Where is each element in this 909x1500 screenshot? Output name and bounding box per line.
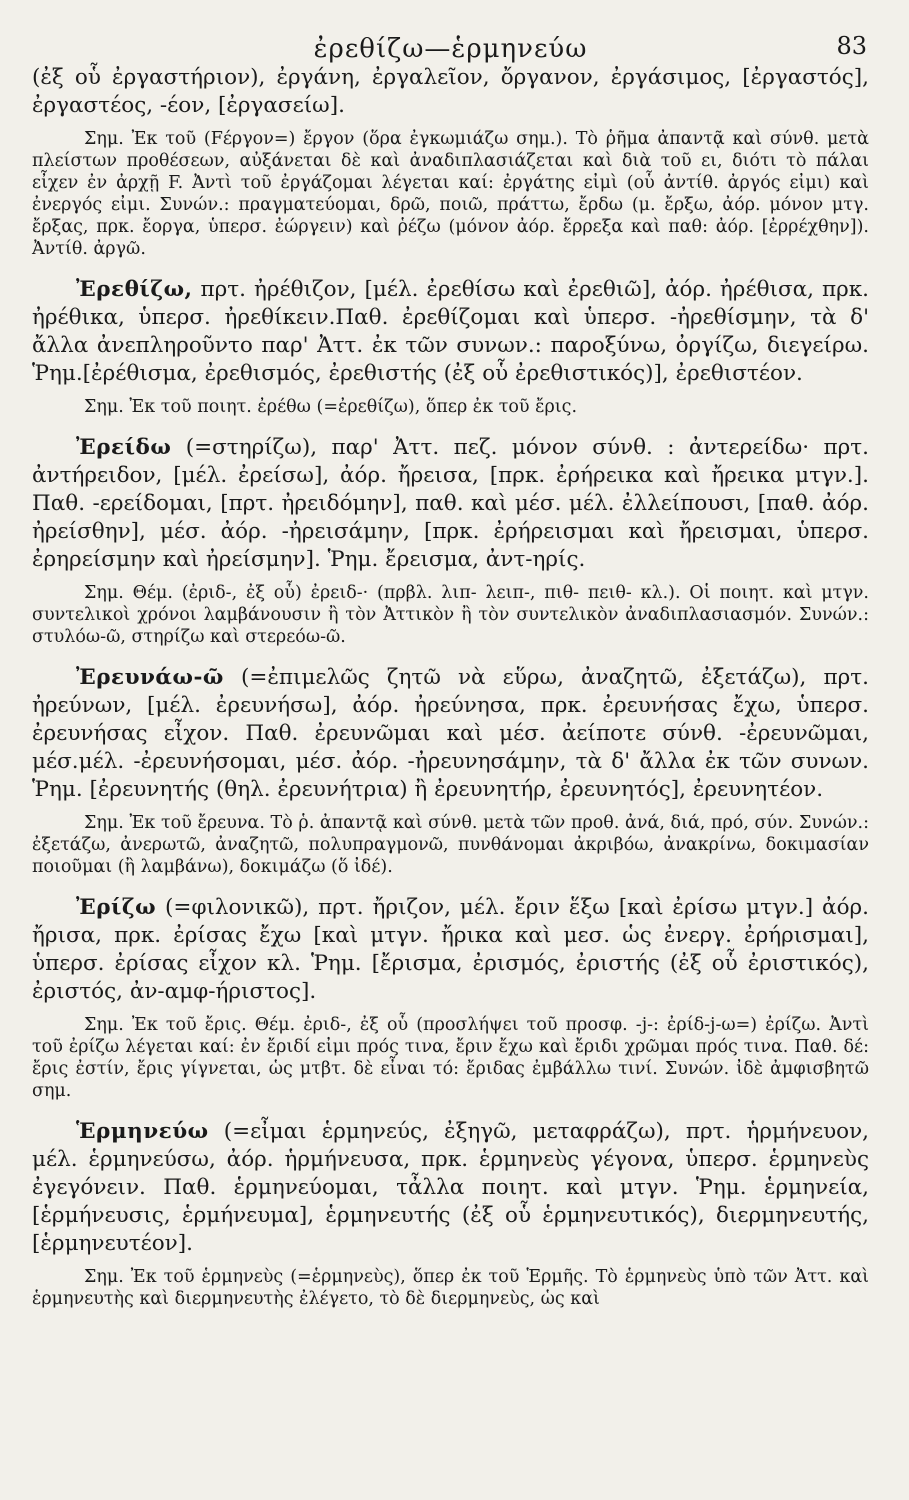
note-paragraph: Σημ. Θέμ. (ἐριδ-, ἐξ οὗ) ἐρειδ-· (πρβλ. λιπ- λειπ-, πιθ- πειθ- κλ.). Οἱ ποιητ. καὶ μτγν. συντελικοὶ χρόνοι λαμβάνουσιν ἢ τὸν Ἀττικὸν ἢ τὸν συντελικὸν ἀναδιπλασιασμόν. Συνών.: στυλόω-ῶ, στηρίζω καὶ στερεόω-ῶ.	[32, 583, 869, 647]
running-head-title: ἐρεθίζω—ἑρμηνεύω	[313, 34, 588, 64]
lemma-headword: Ἑρμηνεύω	[76, 1119, 209, 1144]
lemma-headword: Ἐρίζω	[76, 895, 157, 920]
lemma-headword: Ἐρεθίζω,	[76, 277, 193, 302]
note-paragraph: Σημ. Ἐκ τοῦ ἔρις. Θέμ. ἐριδ-, ἐξ οὗ (προσλήψει τοῦ προσφ. -j-: ἐρίδ-j-ω=) ἐρίζω. Ἀντὶ τοῦ ἐρίζω λέγεται καί: ἐν ἔριδί εἰμι πρός τινα, ἔριν ἔχω καὶ ἔριδι χρῶμαι πρός τινα. Παθ. δέ: ἔρις ἐστίν, ἔρις γίγνεται, ὡς μτβτ. δὲ εἶναι τό: ἔριδας ἐμβάλλω τινί. Συνών. ἰδὲ ἀμφισβητῶ σημ.	[32, 1015, 869, 1101]
running-head	[32, 20, 869, 64]
entry-hermeneuo: Ἑρμηνεύω (=εἶμαι ἑρμηνεύς, ἐξηγῶ, μεταφράζω), πρτ. ἡρμήνευον, μέλ. ἑρμηνεύσω, ἀόρ. ἡρμήνευσα, πρκ. ἑρμηνεὺς γέγονα, ὑπερσ. ἑρμηνεὺς ἐγεγόνειν. Παθ. ἑρμηνεύομαι, τἆλλα ποιητ. καὶ μτγν. Ῥημ. ἑρμηνεία, [ἑρμήνευσις, ἑρμήνευμα], ἑρμηνευτής (ἐξ οὗ ἑρμηνευτικός), διερμηνευτής, [ἑρμηνευτέον].	[32, 1119, 869, 1256]
note-paragraph: Σημ. Ἐκ τοῦ ἑρμηνεὺς (=ἑρμηνεὺς), ὅπερ ἐκ τοῦ Ἑρμῆς. Τὸ ἑρμηνεὺς ὑπὸ τῶν Ἀττ. καὶ ἑρμηνευτὴς καὶ διερμηνευτὴς ἐλέγετο, τὸ δὲ διερμηνεὺς, ὡς καὶ	[32, 1267, 869, 1309]
page-number: 83	[836, 32, 867, 60]
entry-ereunao: Ἐρευνάω-ῶ (=ἐπιμελῶς ζητῶ νὰ εὕρω, ἀναζητῶ, ἐξετάζω), πρτ. ἠρεύνων, [μέλ. ἐρευνήσω], ἀόρ. ἠρεύνησα, πρκ. ἐρευνήσας ἔχω, ὑπερσ. ἐρευνήσας εἶχον. Παθ. ἐρευνῶμαι καὶ μέσ. ἀείποτε σύνθ. -ἐρευνῶμαι, μέσ.μέλ. -ἐρευνήσομαι, μέσ. ἀόρ. -ἠρευνησάμην, τὰ δ' ἄλλα ἐκ τῶν συνων. Ῥημ. [ἐρευνητής (θηλ. ἐρευνήτρια) ἢ ἐρευνητήρ, ἐρευνητός], ἐρευνητέον.	[32, 665, 869, 802]
lemma-headword: Ἐρευνάω-ῶ	[76, 665, 224, 690]
continuation-paragraph: (ἐξ οὗ ἐργαστήριον), ἐργάνη, ἐργαλεῖον, ὄργανον, ἐργάσιμος, [ἐργαστός], ἐργαστέος, -έον, [ἐργασείω].	[32, 65, 869, 118]
entry-erethizo: Ἐρεθίζω, πρτ. ἠρέθιζον, [μέλ. ἐρεθίσω καὶ ἐρεθιῶ], ἀόρ. ἠρέθισα, πρκ. ἠρέθικα, ὑπερσ. ἠρεθίκειν.Παθ. ἐρεθίζομαι καὶ ὑπερσ. -ἠρεθίσμην, τὰ δ' ἄλλα ἀνεπληροῦντο παρ' Ἀττ. ἐκ τῶν συνων.: παροξύνω, ὀργίζω, διεγείρω. Ῥημ.[ἐρέθισμα, ἐρεθισμός, ἐρεθιστής (ἐξ οὗ ἐρεθιστικός)], ἐρεθιστέον.	[32, 277, 869, 386]
entry-ereido: Ἐρείδω (=στηρίζω), παρ' Ἀττ. πεζ. μόνον σύνθ. : ἀντερείδω· πρτ. ἀντήρειδον, [μέλ. ἐρείσω], ἀόρ. ἤρεισα, [πρκ. ἐρήρεικα καὶ ἤρεικα μτγν.]. Παθ. -ερείδομαι, [πρτ. ἠρειδόμην], παθ. καὶ μέσ. μέλ. ἐλλείπουσι, [παθ. ἀόρ. ἠρείσθην], μέσ. ἀόρ. -ἠρεισάμην, [πρκ. ἐρήρεισμαι καὶ ἤρεισμαι, ὑπερσ. ἐρηρείσμην καὶ ἠρείσμην]. Ῥημ. ἔρεισμα, ἀντ-ηρίς.	[32, 435, 869, 572]
note-paragraph: Σημ. Ἐκ τοῦ ποιητ. ἐρέθω (=ἐρεθίζω), ὅπερ ἐκ τοῦ ἔρις.	[84, 397, 578, 417]
note-paragraph: Σημ. Ἐκ τοῦ (Fέργον=) ἔργον (ὅρα ἐγκωμιάζω σημ.). Τὸ ῥῆμα ἀπαντᾷ καὶ σύνθ. μετὰ πλείστων προθέσεων, αὐξάνεται δὲ καὶ ἀναδιπλασιάζεται καὶ διὰ τοῦ ει, διότι τὸ πάλαι εἶχεν ἐν ἀρχῇ F. Ἀντὶ τοῦ ἐργάζομαι λέγεται καί: ἐργάτης εἰμὶ (οὗ ἀντίθ. ἀργός εἰμι) καὶ ἐνεργός εἰμι. Συνών.: πραγματεύομαι, δρῶ, ποιῶ, πράττω, ἔρδω (μ. ἔρξω, ἀόρ. μόνον μτγ. ἔρξας, πρκ. ἔοργα, ὑπερσ. ἐώργειν) καὶ ῥέζω (μόνον ἀόρ. ἔρρεξα καὶ παθ: ἀόρ. [ἐρρέχθην]). Ἀντίθ. ἀργῶ.	[32, 129, 869, 259]
lemma-headword: Ἐρείδω	[76, 435, 172, 460]
note-paragraph: Σημ. Ἐκ τοῦ ἔρευνα. Τὸ ῥ. ἀπαντᾷ καὶ σύνθ. μετὰ τῶν προθ. ἀνά, διά, πρό, σύν. Συνών.: ἐξετάζω, ἀνερωτῶ, ἀναζητῶ, πολυπραγμονῶ, πυνθάνομαι ἀκριβόω, ἀνακρίνω, δοκιμασίαν ποιοῦμαι (ἢ λαμβάνω), δοκιμάζω (ὅ ἰδέ).	[32, 813, 869, 877]
entry-erizo: Ἐρίζω (=φιλονικῶ), πρτ. ἤριζον, μέλ. ἔριν ἕξω [καὶ ἐρίσω μτγν.] ἀόρ. ἤρισα, πρκ. ἐρίσας ἔχω [καὶ μτγν. ἤρικα καὶ μεσ. ὡς ἐνεργ. ἐρήρισμαι], ὑπερσ. ἐρίσας εἶχον κλ. Ῥημ. [ἔρισμα, ἐρισμός, ἐριστής (ἐξ οὗ ἐριστικός), ἐριστός, ἀν-αμφ-ήριστος].	[32, 895, 869, 1004]
